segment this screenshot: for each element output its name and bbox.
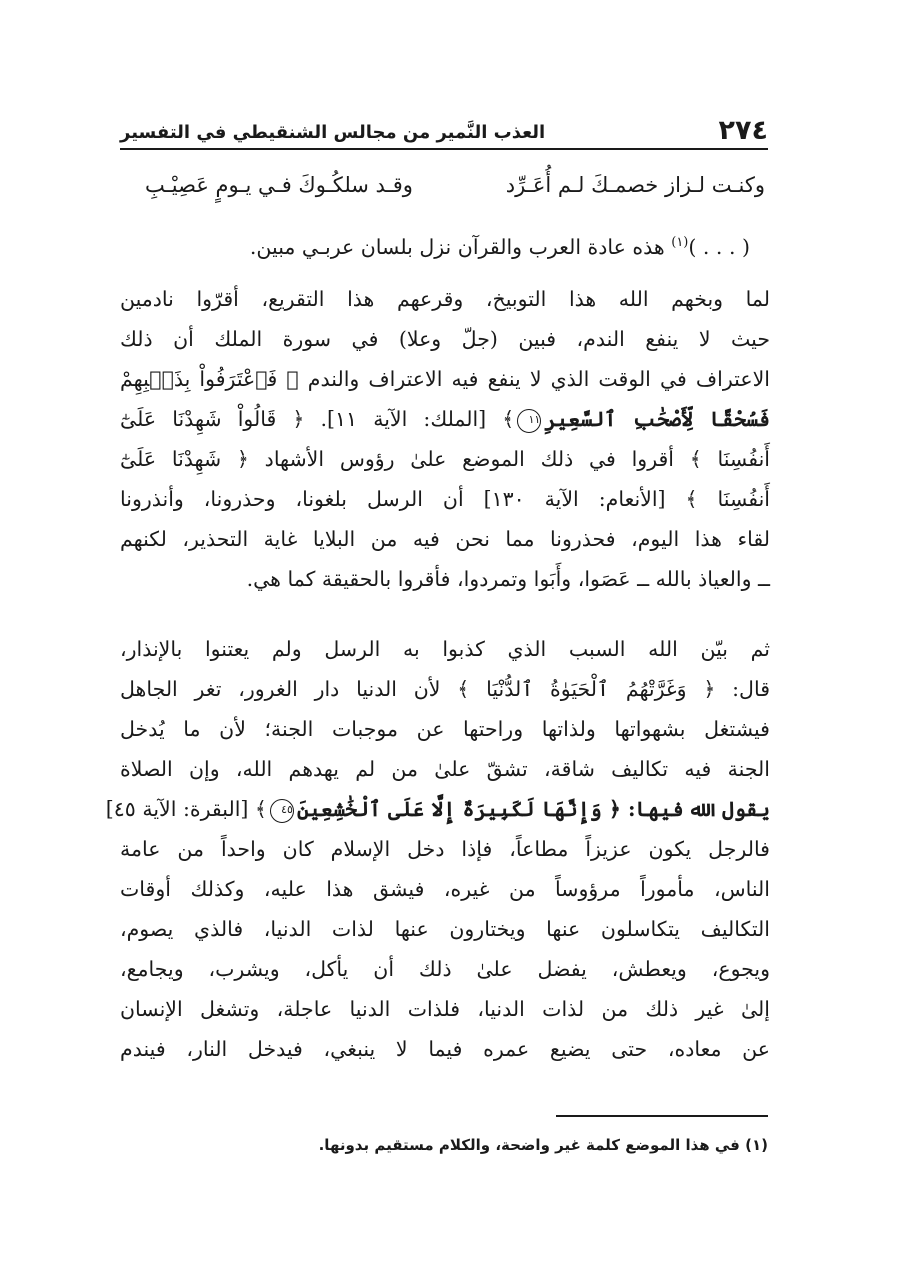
paragraph1-line: لما وبخهم الله هذا التوبيخ، وقرعهم هذا التقريع، أقرّوا نادمين (120, 287, 770, 311)
footnote-text: في هذا الموضع كلمة غير واضحة، والكلام مستقيم بدونها. (318, 1136, 740, 1154)
citation-text: ﴾ [البقرة: الآية ٤٥] (105, 797, 267, 821)
paragraph1-line: الاعتراف في الوقت الذي لا ينفع فيه الاعتراف والندم ﴿ فَٱعْتَرَفُواْ بِذَنۢبِهِمْ (120, 367, 770, 391)
page-header (120, 100, 768, 144)
footnote-rule (556, 1115, 768, 1117)
paragraph2-line: فيشتغل بشهواتها ولذاتها وراحتها عن موجبات الجنة؛ لأن ما يُدخل (120, 717, 770, 741)
page-number: ٢٧٤ (718, 115, 768, 146)
running-title: العذب النَّمير من مجالس الشنقيطي في التفسير (120, 122, 546, 144)
poetry-verse (145, 168, 765, 202)
paragraph2-line: الناس، مأموراً مرؤوساً من غيره، فيشق هذا عليه، وكذلك أوقات (120, 877, 770, 901)
quran-text: فَسُحْقًا لِّأَصْحَٰبِ ٱلسَّعِيرِ (544, 407, 770, 431)
intro-line (150, 224, 750, 262)
header-rule (120, 148, 768, 150)
paragraph2-line (105, 790, 770, 828)
paragraph1-line: حيث لا ينفع الندم، فبين (جلّ وعلا) في سورة الملك أن ذلك (120, 327, 770, 351)
paragraph2-line: التكاليف يتكاسلون عنها ويختارون عنها لذات الدنيا، فالذي يصوم، (120, 917, 770, 941)
footnote-ref: (١) (671, 235, 689, 250)
paragraph1-line (120, 400, 770, 438)
quran-text: يقول الله فيها: ﴿ وَإِنَّهَا لَكَبِيرَةٌ إِلَّا عَلَى ٱلْخَٰشِعِينَ (296, 797, 770, 821)
paragraph1-line: أَنفُسِنَا ﴾ [الأنعام: الآية ١٣٠] أن الرسل بلغونا، وحذرونا، وأنذرونا (120, 487, 770, 511)
paragraph2-line: قال: ﴿ وَغَرَّتْهُمُ ٱلْحَيَوٰةُ ٱلدُّنْيَا ﴾ لأن الدنيا دار الغرور، تغر الجاهل (120, 677, 770, 701)
footnote (290, 1130, 768, 1160)
ayah-number-mark: ٤٥ (270, 799, 294, 823)
paragraph2-line: إلىٰ غير ذلك من لذات الدنيا، فلذات الدنيا عاجلة، وتشغل الإنسان (120, 997, 770, 1021)
paragraph1-line: لقاء هذا اليوم، فحذرونا مما نحن فيه من البلايا غاية التحذير، لكنهم (120, 527, 770, 551)
paragraph2-line: الجنة فيه تكاليف شاقة، تشقّ علىٰ من لم يهدهم الله، وإن الصلاة (120, 757, 770, 781)
ayah-number-mark: ١١ (517, 409, 541, 433)
paragraph2-line: ويجوع، ويعطش، يفضل علىٰ ذلك أن يأكل، ويشرب، ويجامع، (120, 957, 770, 981)
paragraph2-line: عن معاده، حتى يضيع عمره فيما لا ينبغي، فيدخل النار، فيندم (120, 1037, 770, 1061)
paragraph1-line: ــ والعياذ بالله ــ عَصَوا، وأَبَوا وتمردوا، فأقروا بالحقيقة كما هي. (246, 567, 770, 591)
ellipsis: ( . . . ) (688, 234, 750, 259)
paragraph2-line: ثم بيّن الله السبب الذي كذبوا به الرسل ولم يعتنوا بالإنذار، (120, 637, 770, 661)
citation-text: ﴾ [الملك: الآية ١١]. ﴿ قَالُواْ شَهِدْنَا عَلَىٰٓ (120, 407, 515, 431)
intro-text: هذه عادة العرب والقرآن نزل بلسان عربـي مبين. (249, 234, 665, 259)
paragraph1-line: أَنفُسِنَا ﴾ أقروا في ذلك الموضع علىٰ رؤوس الأشهاد ﴿ شَهِدْنَا عَلَىٰٓ (120, 447, 770, 471)
verse-right-hemistich: وكنـت لـزاز خصمـكَ لـم أُعَـرِّد (505, 173, 765, 197)
footnote-number: (١) (745, 1136, 768, 1154)
paragraph2-line: فالرجل يكون عزيزاً مطاعاً، فإذا دخل الإسلام كان واحداً من عامة (120, 837, 770, 861)
verse-left-hemistich: وقـد سلكُـوكَ فـي يـومٍ عَصِيْـبِ (145, 173, 413, 197)
